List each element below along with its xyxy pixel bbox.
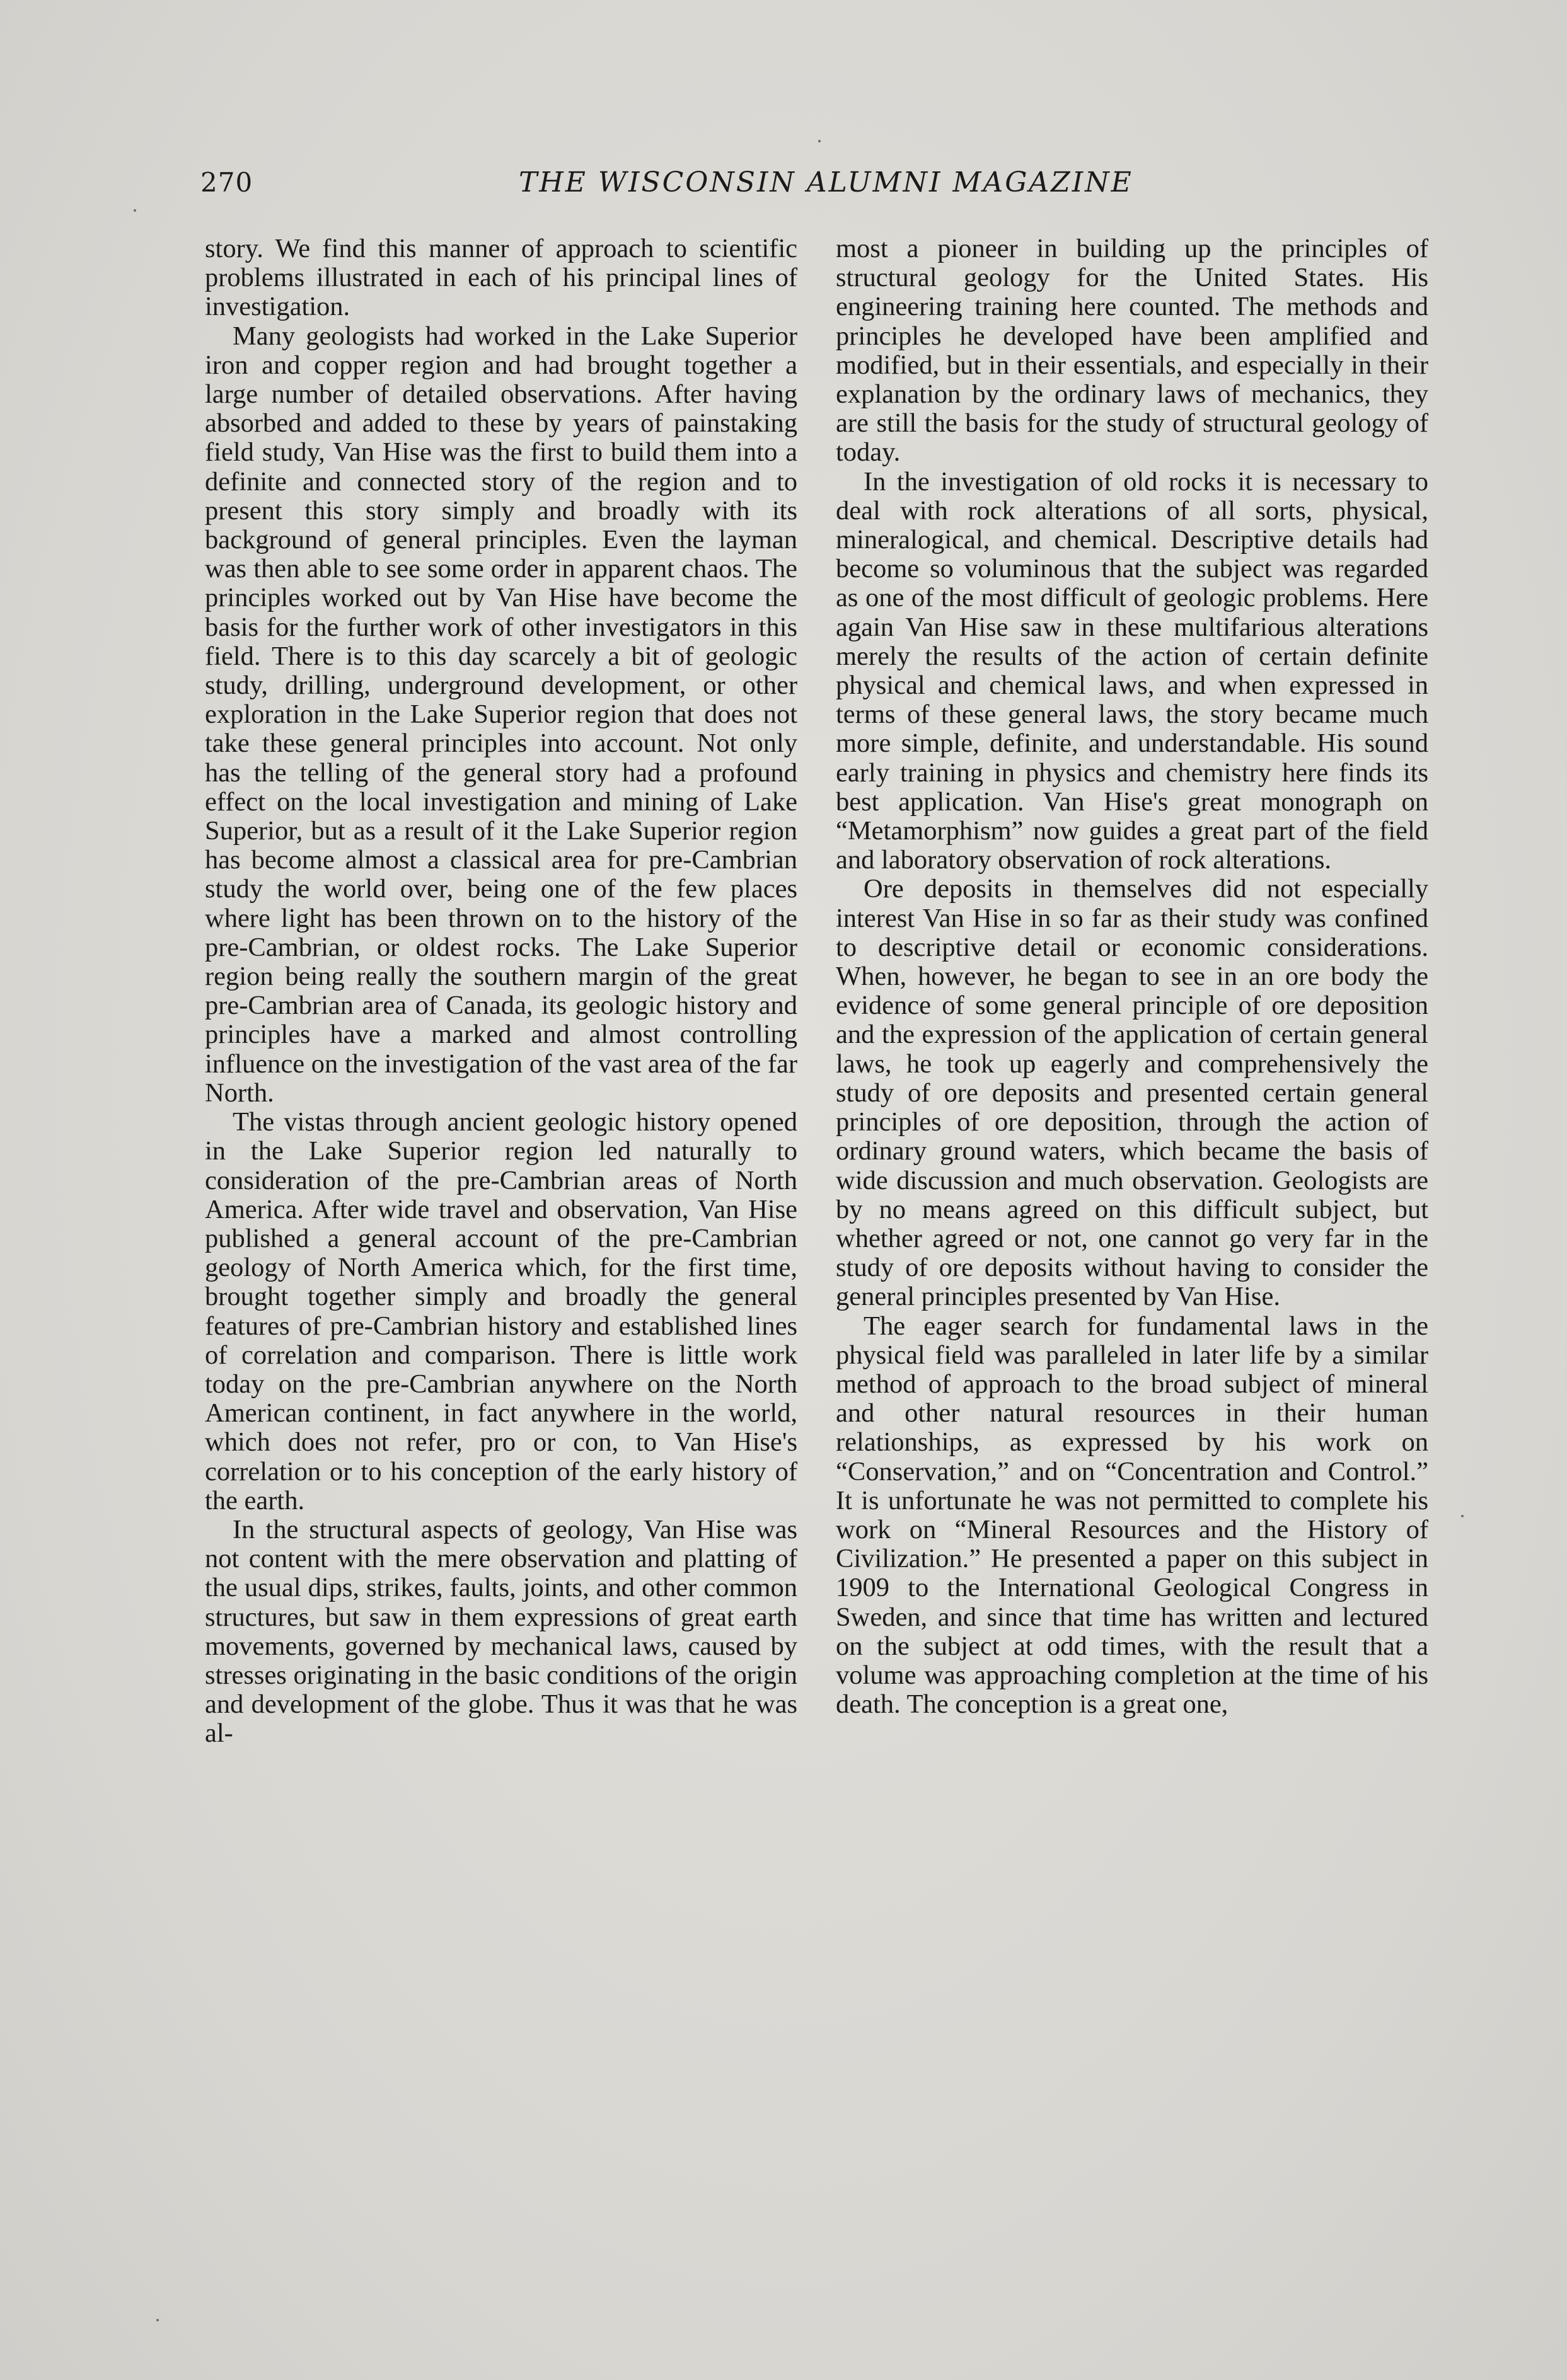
left-column [205, 234, 797, 1749]
paragraph: story. We find this manner of approach to scientific problems illustrated in each of his principal lines of investigation. [205, 234, 797, 322]
paragraph: The vistas through ancient geologic history opened in the Lake Superior region led naturally to consideration of the pre-Cambrian areas of North America. After wide travel and observation, Van Hise published a general account of the pre-Cambrian geology of North America which, for the first time, brought together simply and broadly the general features of pre-Cambrian history and established lines of correlation and comparison. There is little work today on the pre-Cambrian anywhere on the North American continent, in fact anywhere in the world, which does not refer, pro or con, to Van Hise's correlation or to his conception of the early history of the earth. [205, 1107, 797, 1515]
paper-speck [156, 2319, 159, 2321]
paragraph: The eager search for fundamental laws in the physical field was paralleled in later life by a similar method of approach to the broad subject of mineral and other natural resources in their human relationships, as expressed by his work on “Conservation,” and on “Concentration and Control.” It is unfortunate he was not permitted to complete his work on “Mineral Resources and the History of Civilization.” He presented a paper on this subject in 1909 to the International Geological Congress in Sweden, and since that time has written and lectured on the subject at odd times, with the result that a volume was approaching completion at the time of his death. The conception is a great one, [836, 1311, 1428, 1720]
right-column [836, 234, 1428, 1719]
paragraph: most a pioneer in building up the principles of structural geology for the United States. His engineering training here counted. The methods and principles he developed have been amplified and modified, but in their essentials, and especially in their explanation by the ordinary laws of mechanics, they are still the basis for the study of structural geology of today. [836, 234, 1428, 468]
paper-speck [134, 209, 136, 212]
paragraph: Ore deposits in themselves did not especially interest Van Hise in so far as their study was confined to descriptive detail or economic considerations. When, however, he began to see in an ore body the evidence of some general principle of ore deposition and the expression of the application of certain general laws, he took up eagerly and comprehensively the study of ore deposits and presented certain general principles of ore deposition, through the action of ordinary ground waters, which became the basis of wide discussion and much observation. Geologists are by no means agreed on this difficult subject, but whether agreed or not, one cannot go very far in the study of ore deposits without having to consider the general principles presented by Van Hise. [836, 874, 1428, 1312]
paper-speck [1461, 1515, 1464, 1517]
page-number: 270 [200, 167, 253, 198]
running-head [200, 161, 1436, 205]
paragraph: In the structural aspects of geology, Van Hise was not content with the mere observation and platting of the usual dips, strikes, faults, joints, and other common structures, but saw in them expressions of great earth movements, governed by mechanical laws, caused by stresses originating in the basic conditions of the origin and development of the globe. Thus it was that he was al- [205, 1514, 797, 1749]
paragraph: In the investigation of old rocks it is necessary to deal with rock alterations of all sorts, physical, mineralogical, and chemical. Descriptive details had become so voluminous that the subject was regarded as one of the most difficult of geologic problems. Here again Van Hise saw in these multifarious alterations merely the results of the action of certain definite physical and chemical laws, and when expressed in terms of these general laws, the story became much more simple, definite, and understandable. His sound early training in physics and chemistry here finds its best application. Van Hise's great monograph on “Metamorphism” now guides a great part of the field and laboratory observation of rock alterations. [836, 466, 1428, 875]
journal-title: THE WISCONSIN ALUMNI MAGAZINE [519, 166, 1133, 198]
paper-speck [818, 140, 821, 142]
paragraph: Many geologists had worked in the Lake Superior iron and copper region and had brought together a large number of detailed observations. After having absorbed and added to these by years of painstaking field study, Van Hise was the first to build them into a definite and connected story of the region and to present this story simply and broadly with its background of general principles. Even the layman was then able to see some order in apparent chaos. The principles worked out by Van Hise have become the basis for the further work of other investigators in this field. There is to this day scarcely a bit of geologic study, drilling, underground development, or other exploration in the Lake Superior region that does not take these general principles into account. Not only has the telling of the general story had a profound effect on the local investigation and mining of Lake Superior, but as a result of it the Lake Superior region has become almost a classical area for pre-Cambrian study the world over, being one of the few places where light has been thrown on to the history of the pre-Cambrian, or oldest rocks. The Lake Superior region being really the southern margin of the great pre-Cambrian area of Canada, its geologic history and principles have a marked and almost controlling influence on the investigation of the vast area of the far North. [205, 321, 797, 1108]
